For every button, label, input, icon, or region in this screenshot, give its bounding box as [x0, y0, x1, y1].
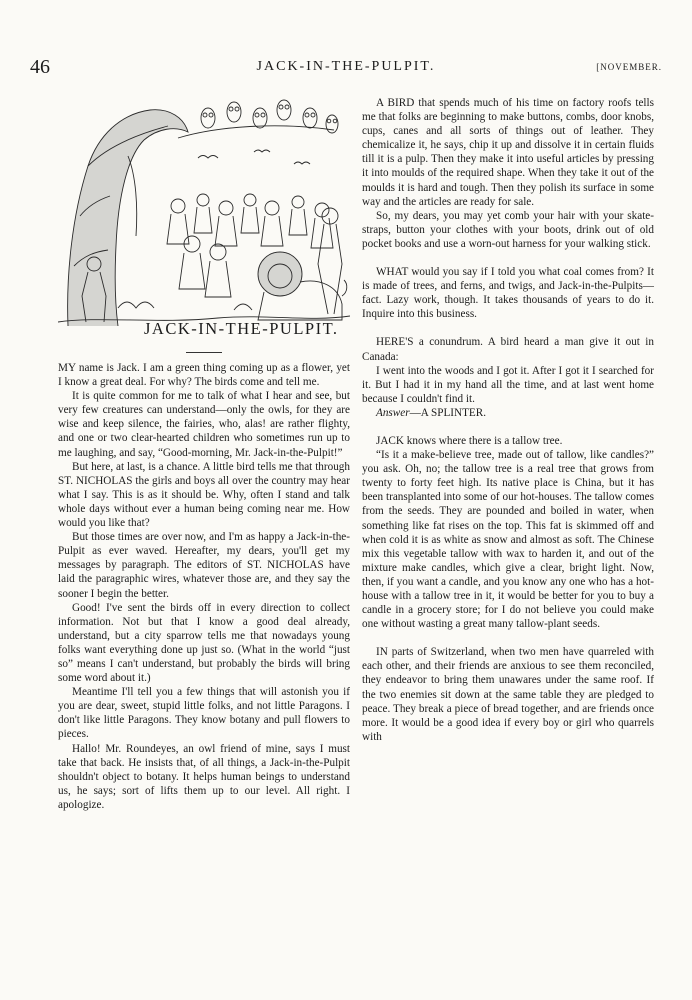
- section-gap: [362, 420, 654, 434]
- left-paragraph-7: Hallo! Mr. Roundeyes, an owl friend of mine, says I must take that back. He insists that, of all things, a Jack-in-the-Pulpit shouldn't object to botany. It helps human beings to understand us, he says; sort of lifts them up to our level. All right. I apologize.: [58, 742, 350, 811]
- pulpit-scene-drawing: [58, 96, 350, 332]
- issue-month: [NOVEMBER.: [596, 62, 662, 72]
- section-gap: [362, 631, 654, 645]
- header-illustration: [58, 96, 350, 338]
- right-paragraph-1: A BIRD that spends much of his time on factory roofs tells me that folks are beginning to make buttons, combs, door knobs, cups, canes and all sorts of things out of leather. They chemicalize it, he says, chip it up and dissolve it in certain fluids till it is a pulp. Then they make it into useful articles by pressing it into moulds of the required shape. When they take it out of the moulds it is hard and tough. Then they polish its surface in some way and the articles are ready for sale.: [362, 97, 654, 208]
- right-paragraph-2: So, my dears, you may yet comb your hair with your skate-straps, button your clothes with your boots, drink out of old pocket books and use a worn-out harness for your walking stick.: [362, 209, 654, 250]
- title-rule: [186, 352, 222, 353]
- conundrum-answer: [362, 406, 654, 420]
- right-column: [362, 96, 654, 744]
- left-paragraph-6: Meantime I'll tell you a few things that will astonish you if you are dear, sweet, stupid little folks, and not little Paragons. I don't like little Paragons. They know botany and pull flowers to pieces.: [58, 686, 350, 741]
- left-paragraph-4: But those times are over now, and I'm as happy a Jack-in-the-Pulpit as ever waved. Hereafter, my dears, you'll get my messages by paragraph. The editors of ST. NICHOLAS have laid the paragraphic wires, whatever those are, and they say the sooner I begin the better.: [58, 531, 350, 600]
- right-paragraph-3: WHAT would you say if I told you what coal comes from? It is made of trees, and ferns, and twigs, and Jack-in-the-Pulpits—fact. Lazy work, though. It takes thousands of years to do it. Inquire into this business.: [362, 266, 654, 321]
- answer-text: —A SPLINTER.: [409, 406, 487, 419]
- left-paragraph-1: MY name is Jack. I am a green thing coming up as a flower, yet I know a great deal. For why? The birds come and tell me.: [58, 362, 350, 389]
- left-column: [58, 96, 350, 812]
- right-paragraph-6: JACK knows where there is a tallow tree.: [376, 434, 563, 447]
- page-header: [30, 56, 662, 82]
- answer-label: Answer: [376, 406, 410, 419]
- page-number: 46: [30, 56, 50, 78]
- right-paragraph-5: I went into the woods and I got it. After I got it I searched for it. But I had it in my hand all the time, and at last went home because I couldn't find it.: [362, 364, 654, 405]
- section-gap: [362, 321, 654, 335]
- left-paragraph-2: It is quite common for me to talk of what I hear and see, but very few creatures can understand—only the owls, for they are wise and keep silence, the fairies, who, alas! are rather flighty, and one or two clear-hearted children who sometimes run up to me laughing, and say, “Good-morning, Mr. Jack-in-the-Pulpit!”: [58, 390, 350, 459]
- right-paragraph-7: “Is it a make-believe tree, made out of tallow, like candles?” you ask. Oh, no; the tallow tree is a real tree that grows from twenty to forty feet high. Its native place is China, but it has been transplanted into some of our hot-houses. The tallow comes from the seeds. They are pounded and boiled in water, when something like fat rises on the top. This fat is skimmed off and when cold it is as white as snow and almost as soft. The Chinese mix this vegetable tallow with wax to harden it, and out of the mixture make candles, which give a clear, bright light. Now, then, if you want a candle, and you know any one who has a hot-house with a tallow tree in it, it would be better for you to buy a candle in a grocery store; for I do not believe you could make one without wasting a great many tallow-plant seeds.: [362, 449, 654, 631]
- running-title: JACK-IN-THE-PULPIT.: [256, 59, 436, 74]
- right-paragraph-8: IN parts of Switzerland, when two men have quarreled with each other, and their friends are anxious to see them reconciled, they endeavor to bring them unawares under the same roof. If the two enemies sit down at the same table they are pledged to peace. They break a piece of bread together, and are friends once more. It would be a good idea if every boy or girl who quarrels with: [362, 646, 654, 743]
- left-paragraph-3: But here, at last, is a chance. A little bird tells me that through ST. NICHOLAS the girls and boys all over the country may hear what I say. This is as it should be. Why, often I stand and talk whole days without ever a human being coming near me. How would you like that?: [58, 460, 350, 530]
- right-paragraph-4: HERE'S a conundrum. A bird heard a man give it out in Canada:: [362, 336, 654, 363]
- left-paragraph-5: Good! I've sent the birds off in every direction to collect information. Not but that I know a good deal already, understand, but a city sparrow tells me that nowadays young folks want everything done up just so. (What in the world “just so” means I can't understand, but probably the birds will bring some word about it.): [58, 601, 350, 685]
- section-gap: [362, 251, 654, 265]
- department-title: JACK-IN-THE-PULPIT.: [144, 319, 339, 338]
